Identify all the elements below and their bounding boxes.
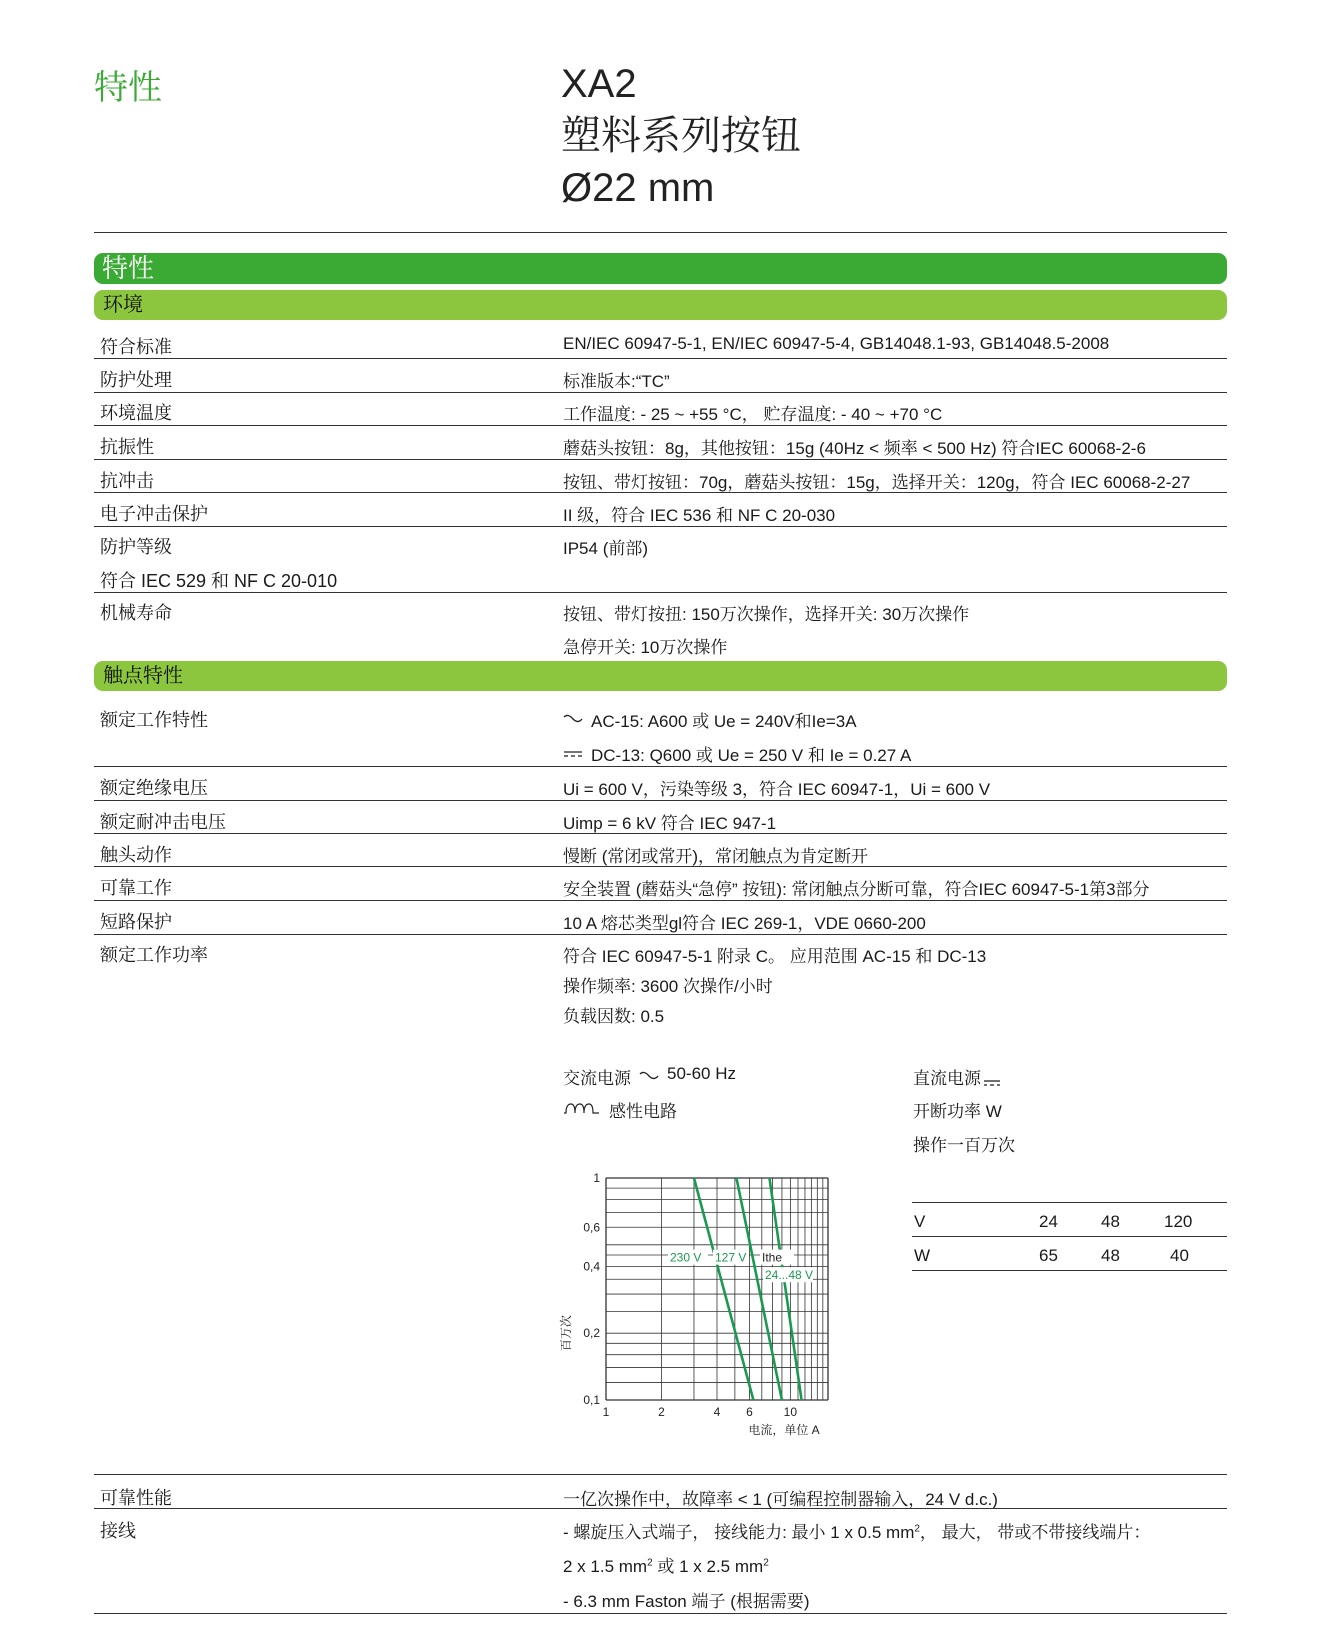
y-tick-label: 0,4 bbox=[583, 1259, 600, 1274]
row-label-reliable-operation: 可靠工作 bbox=[100, 878, 172, 898]
x-axis-label: 电流，单位 A bbox=[748, 1423, 820, 1437]
inductor-icon bbox=[563, 1102, 601, 1114]
row-label-short-circuit: 短路保护 bbox=[100, 912, 172, 932]
ac-supply-title: 交流电源 bbox=[563, 1069, 631, 1088]
side-title: 特性 bbox=[94, 69, 162, 107]
row-divider bbox=[94, 526, 1227, 527]
dc-operations-label: 操作一百万次 bbox=[913, 1136, 1015, 1155]
wiring-line-1-tail: ， 最大， 带或不带接线端片： bbox=[919, 1523, 1151, 1542]
series-label: 24...48 V bbox=[765, 1268, 814, 1283]
wiring-line-2 bbox=[563, 1552, 769, 1577]
row-value-reliability: 一亿次操作中，故障率 < 1 (可编程控制器输入，24 V d.c.) bbox=[563, 1490, 998, 1509]
ac-wave-icon bbox=[639, 1071, 659, 1081]
y-tick-label: 1 bbox=[593, 1171, 600, 1185]
series-label: 230 V bbox=[670, 1250, 702, 1265]
power-line-2: 操作频率: 3600 次操作/小时 bbox=[563, 977, 773, 996]
row-divider bbox=[94, 934, 1227, 935]
x-tick-label: 1 bbox=[602, 1405, 610, 1419]
x-tick-label: 2 bbox=[658, 1405, 665, 1419]
wiring-sup: 2 bbox=[647, 1557, 653, 1569]
y-tick-label: 0,2 bbox=[583, 1326, 600, 1341]
row-divider bbox=[94, 459, 1227, 460]
row-label-contact-operation: 触头动作 bbox=[100, 845, 172, 865]
row-value-reliable-operation: 安全装置 (蘑菇头“急停” 按钮): 常闭触点分断可靠，符合IEC 60947-5-1第3部分 bbox=[563, 880, 1150, 899]
dc-table-w-value: 48 bbox=[1101, 1246, 1120, 1265]
title-line-3: Ø22 mm bbox=[561, 166, 715, 210]
wiring-line-2-b: 或 1 x 2.5 mm bbox=[652, 1557, 764, 1576]
row-divider bbox=[94, 358, 1227, 359]
row-label-electric-shock: 电子冲击保护 bbox=[100, 504, 208, 524]
row-label-ambient-temperature: 环境温度 bbox=[100, 403, 172, 423]
x-tick-label: 4 bbox=[713, 1405, 721, 1419]
row-value-impulse-voltage: Uimp = 6 kV 符合 IEC 947-1 bbox=[563, 814, 777, 833]
row-label-shock: 抗冲击 bbox=[100, 471, 154, 491]
row-value-mechanical-life: 按钮、带灯按扭: 150万次操作，选择开关: 30万次操作 bbox=[563, 605, 970, 624]
row-divider bbox=[94, 900, 1227, 901]
row-label-rated-power: 额定工作功率 bbox=[100, 945, 208, 965]
row-label-insulation-voltage: 额定绝缘电压 bbox=[100, 778, 208, 798]
x-tick-label: 10 bbox=[783, 1405, 798, 1419]
dc-table-w-label: W bbox=[914, 1246, 931, 1265]
x-tick-label: 6 bbox=[746, 1405, 753, 1419]
row-divider bbox=[94, 425, 1227, 426]
rated-dc-value: DC-13: Q600 或 Ue = 250 V 和 Ie = 0.27 A bbox=[591, 746, 912, 765]
dc-symbol-icon bbox=[563, 750, 583, 758]
wiring-sup: 2 bbox=[914, 1523, 920, 1535]
dc-table-v-value: 48 bbox=[1101, 1212, 1120, 1231]
dc-table-w-value: 40 bbox=[1170, 1246, 1189, 1265]
row-label-reliability: 可靠性能 bbox=[100, 1488, 172, 1508]
row-label-iec529: 符合 IEC 529 和 NF C 20-010 bbox=[100, 571, 338, 591]
series-label: 127 V bbox=[715, 1250, 747, 1265]
ac-symbol-icon bbox=[563, 714, 583, 724]
rated-ac-value: AC-15: A600 或 Ue = 240V和Ie=3A bbox=[591, 712, 857, 731]
wiring-line-1 bbox=[563, 1518, 1150, 1543]
row-value-vibration: 蘑菇头按钮：8g，其他按钮：15g (40Hz < 频率 < 500 Hz) 符合IEC 60068-2-6 bbox=[563, 439, 1146, 458]
row-value-mechanical-life-2: 急停开关: 10万次操作 bbox=[563, 638, 728, 657]
header-divider bbox=[94, 232, 1227, 233]
row-label-impulse-voltage: 额定耐冲击电压 bbox=[100, 812, 226, 832]
section-band-characteristics: 特性 bbox=[94, 253, 1227, 284]
title-line-2: 塑料系列按钮 bbox=[561, 114, 801, 158]
row-value-standards: EN/IEC 60947-5-1, EN/IEC 60947-5-4, GB14048.1-93, GB14048.5-2008 bbox=[563, 334, 1110, 353]
row-label-standards: 符合标准 bbox=[100, 337, 172, 357]
dc-table-bottom-rule bbox=[912, 1270, 1227, 1271]
row-value-insulation-voltage: Ui = 600 V，污染等级 3，符合 IEC 60947-1，Ui = 600 V bbox=[563, 780, 991, 799]
row-value-short-circuit: 10 A 熔芯类型gl符合 IEC 269-1，VDE 0660-200 bbox=[563, 914, 926, 933]
row-divider bbox=[94, 1508, 1227, 1509]
row-label-vibration: 抗振性 bbox=[100, 437, 154, 457]
y-axis-label: 百万次 bbox=[559, 1315, 573, 1352]
row-value-electric-shock: II 级，符合 IEC 536 和 NF C 20-030 bbox=[563, 506, 836, 525]
power-line-3: 负载因数: 0.5 bbox=[563, 1007, 665, 1026]
dc-breaking-power-label: 开断功率 W bbox=[913, 1102, 1002, 1121]
row-label-ip-rating: 防护等级 bbox=[100, 537, 172, 557]
wiring-sup: 2 bbox=[763, 1557, 769, 1569]
ac-supply-frequency: 50-60 Hz bbox=[667, 1064, 736, 1083]
dc-table-v-value: 120 bbox=[1164, 1212, 1193, 1231]
dc-table-mid-rule bbox=[912, 1236, 1227, 1237]
section-band-contact: 触点特性 bbox=[94, 661, 1227, 691]
row-value-ip-rating: IP54 (前部) bbox=[563, 539, 649, 558]
row-divider bbox=[94, 1613, 1227, 1614]
dc-table-v-value: 24 bbox=[1039, 1212, 1058, 1231]
wiring-line-3: - 6.3 mm Faston 端子 (根据需要) bbox=[563, 1592, 810, 1611]
row-divider bbox=[94, 766, 1227, 767]
row-value-protection-treatment: 标准版本:“TC” bbox=[563, 372, 670, 391]
wiring-line-2-a: 2 x 1.5 mm bbox=[563, 1557, 648, 1576]
row-divider bbox=[94, 492, 1227, 493]
wiring-line-1-text: - 螺旋压入式端子， 接线能力: 最小 1 x 0.5 mm bbox=[563, 1523, 915, 1542]
y-tick-label: 0,6 bbox=[583, 1220, 600, 1235]
dc-supply-title: 直流电源 bbox=[913, 1069, 981, 1088]
ithe-annotation: Ithe bbox=[762, 1250, 783, 1265]
power-line-1: 符合 IEC 60947-5-1 附录 C。 应用范围 AC-15 和 DC-13 bbox=[563, 947, 987, 966]
row-divider bbox=[94, 866, 1227, 867]
section-band-environment: 环境 bbox=[94, 290, 1227, 320]
dc-table-top-rule bbox=[912, 1202, 1227, 1203]
row-value-contact-operation: 慢断 (常闭或常开)，常闭触点为肯定断开 bbox=[563, 847, 869, 866]
row-label-wiring: 接线 bbox=[100, 1521, 136, 1541]
title-line-1: XA2 bbox=[561, 62, 637, 106]
dc-table-w-value: 65 bbox=[1039, 1246, 1058, 1265]
row-label-rated-operational: 额定工作特性 bbox=[100, 710, 208, 730]
inductive-circuit-label: 感性电路 bbox=[609, 1102, 677, 1121]
row-value-shock: 按钮、带灯按钮：70g，蘑菇头按钮：15g，选择开关：120g，符合 IEC 60068-2-27 bbox=[563, 473, 1191, 492]
dc-supply-icon bbox=[983, 1079, 1001, 1087]
row-divider bbox=[94, 392, 1227, 393]
page-title bbox=[561, 58, 801, 214]
row-divider bbox=[94, 592, 1227, 593]
row-label-mechanical-life: 机械寿命 bbox=[100, 603, 172, 623]
row-value-ambient-temperature: 工作温度: - 25 ~ +55 °C， 贮存温度: - 40 ~ +70 °C bbox=[563, 405, 943, 424]
row-divider bbox=[94, 833, 1227, 834]
row-divider bbox=[94, 1474, 1227, 1475]
electrical-life-chart bbox=[550, 1160, 850, 1440]
dc-table-v-label: V bbox=[914, 1212, 926, 1231]
row-divider bbox=[94, 800, 1227, 801]
y-tick-label: 0,1 bbox=[583, 1393, 600, 1407]
row-label-protection-treatment: 防护处理 bbox=[100, 370, 172, 390]
